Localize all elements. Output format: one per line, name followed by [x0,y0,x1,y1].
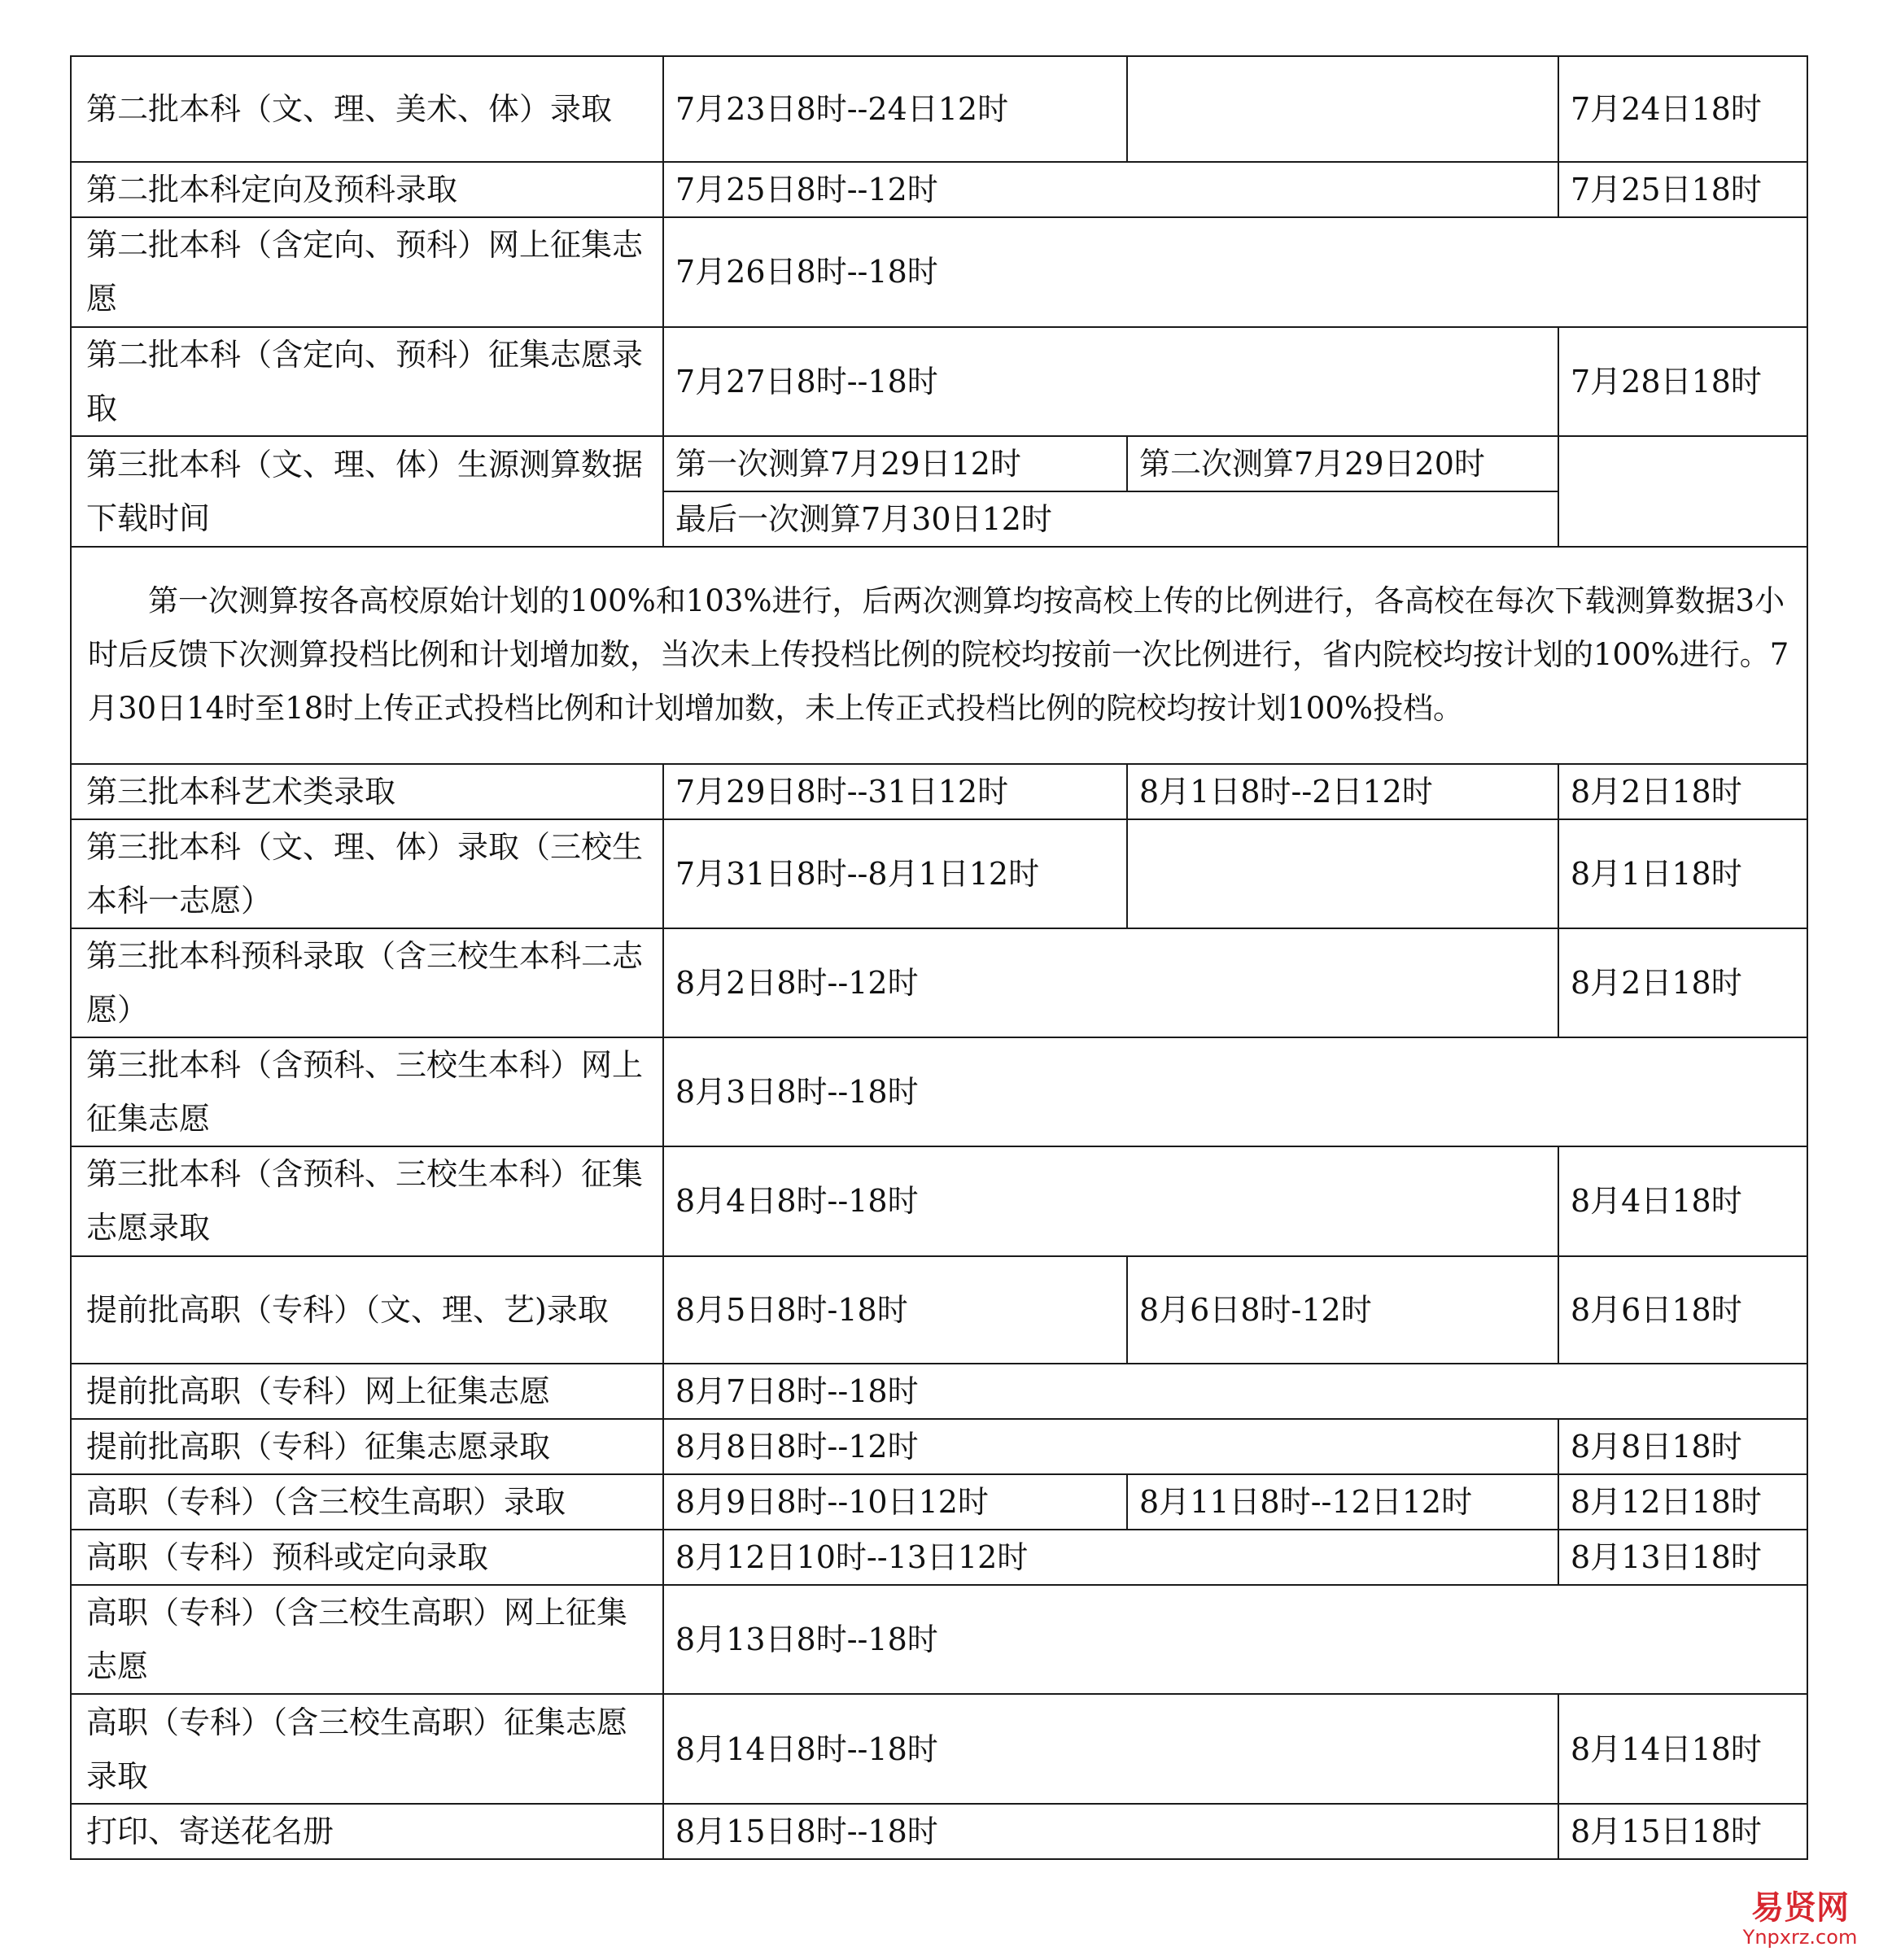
time-window: 7月29日8时--31日12时 [663,764,1127,819]
row-label: 高职（专科）（含三校生高职）征集志愿录取 [71,1694,663,1803]
estimation-note: 第一次测算按各高校原始计划的100%和103%进行，后两次测算均按高校上传的比例进行，各高校在每次下载测算数据3小时后反馈下次测算投档比例和计划增加数，当次未上传投档比例的院校均按前一次比例进行，省内院校均按计划的100%进行。7月30日14时至18时上传正式投档比例和计划增加数，未上传正式投档比例的院校均按计划100%投档。 [71,547,1807,763]
time-window-2 [1127,56,1558,162]
final-estimate-time: 最后一次测算7月30日12时 [663,491,1558,547]
second-estimate-time: 第二次测算7月29日20时 [1127,436,1558,491]
row-label: 第二批本科定向及预科录取 [71,162,663,217]
deadline [1558,436,1807,547]
row-label: 第三批本科预科录取（含三校生本科二志愿） [71,928,663,1037]
row-label: 提前批高职（专科）（文、理、艺)录取 [71,1256,663,1364]
time-window: 8月8日8时--12时 [663,1419,1558,1474]
first-estimate-time: 第一次测算7月29日12时 [663,436,1127,491]
table-row [71,56,1807,162]
time-window: 7月27日8时--18时 [663,327,1558,436]
time-window: 8月9日8时--10日12时 [663,1474,1127,1530]
table-row [71,436,1807,491]
time-window: 7月31日8时--8月1日12时 [663,819,1127,928]
deadline: 8月15日18时 [1558,1804,1807,1859]
deadline: 7月25日18时 [1558,162,1807,217]
table-row [71,819,1807,928]
site-watermark [1731,1890,1869,1949]
deadline: 8月8日18时 [1558,1419,1807,1474]
row-label: 提前批高职（专科）网上征集志愿 [71,1364,663,1419]
time-window: 7月25日8时--12时 [663,162,1558,217]
deadline: 8月4日18时 [1558,1146,1807,1255]
table-row [71,1037,1807,1146]
table-row [71,1419,1807,1474]
table-row [71,162,1807,217]
table-row [71,327,1807,436]
deadline: 8月2日18时 [1558,928,1807,1037]
table-row [71,1804,1807,1859]
table-row [71,1364,1807,1419]
table-row [71,547,1807,763]
admission-schedule-sheet [70,55,1807,1860]
deadline: 7月28日18时 [1558,327,1807,436]
watermark-url: Ynpxrz.com [1742,1926,1858,1949]
time-window: 8月4日8时--18时 [663,1146,1558,1255]
deadline: 8月2日18时 [1558,764,1807,819]
row-label: 第三批本科（含预科、三校生本科）网上征集志愿 [71,1037,663,1146]
row-label: 第三批本科（含预科、三校生本科）征集志愿录取 [71,1146,663,1255]
row-label: 高职（专科）（含三校生高职）录取 [71,1474,663,1530]
time-window: 8月7日8时--18时 [663,1364,1807,1419]
table-row [71,1146,1807,1255]
deadline: 8月1日18时 [1558,819,1807,928]
admission-schedule-table [70,55,1808,1860]
table-row [71,1585,1807,1694]
table-row [71,1256,1807,1364]
time-window: 8月13日8时--18时 [663,1585,1807,1694]
table-row [71,764,1807,819]
time-window: 8月3日8时--18时 [663,1037,1807,1146]
table-row [71,1530,1807,1585]
deadline: 8月13日18时 [1558,1530,1807,1585]
row-label: 第三批本科艺术类录取 [71,764,663,819]
table-row [71,217,1807,326]
time-window: 8月5日8时-18时 [663,1256,1127,1364]
time-window: 7月26日8时--18时 [663,217,1807,326]
deadline: 8月14日18时 [1558,1694,1807,1803]
time-window-2: 8月11日8时--12日12时 [1127,1474,1558,1530]
table-row [71,1474,1807,1530]
row-label: 打印、寄送花名册 [71,1804,663,1859]
table-row [71,928,1807,1037]
time-window-2: 8月1日8时--2日12时 [1127,764,1558,819]
deadline: 7月24日18时 [1558,56,1807,162]
row-label: 第三批本科（文、理、体）生源测算数据下载时间 [71,436,663,547]
deadline: 8月12日18时 [1558,1474,1807,1530]
row-label: 高职（专科）预科或定向录取 [71,1530,663,1585]
row-label: 第二批本科（文、理、美术、体）录取 [71,56,663,162]
watermark-title: 易贤网 [1751,1889,1849,1927]
row-label: 高职（专科）（含三校生高职）网上征集志愿 [71,1585,663,1694]
row-label: 提前批高职（专科）征集志愿录取 [71,1419,663,1474]
time-window-2 [1127,819,1558,928]
row-label: 第二批本科（含定向、预科）征集志愿录取 [71,327,663,436]
row-label: 第三批本科（文、理、体）录取（三校生本科一志愿） [71,819,663,928]
table-row [71,1694,1807,1803]
time-window: 8月2日8时--12时 [663,928,1558,1037]
time-window: 8月14日8时--18时 [663,1694,1558,1803]
deadline: 8月6日18时 [1558,1256,1807,1364]
row-label: 第二批本科（含定向、预科）网上征集志愿 [71,217,663,326]
time-window: 7月23日8时--24日12时 [663,56,1127,162]
time-window: 8月12日10时--13日12时 [663,1530,1558,1585]
time-window: 8月15日8时--18时 [663,1804,1558,1859]
time-window-2: 8月6日8时-12时 [1127,1256,1558,1364]
